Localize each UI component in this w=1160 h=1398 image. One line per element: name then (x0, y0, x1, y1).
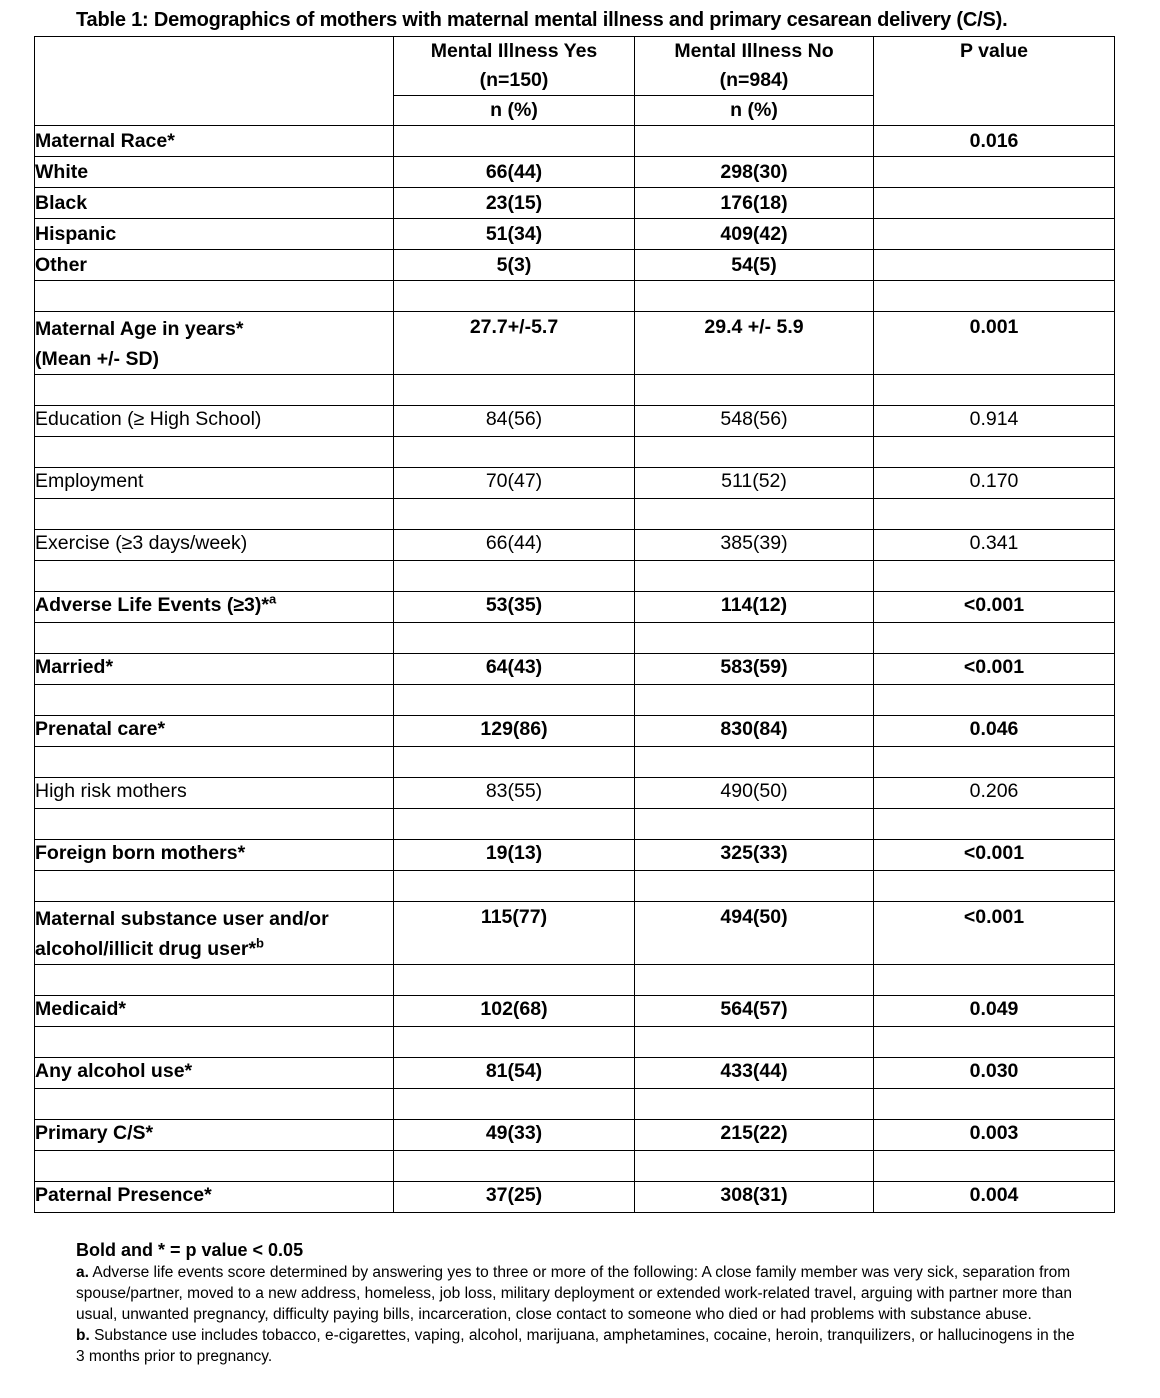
p-value: 0.206 (874, 778, 1115, 809)
table-row (35, 1058, 1115, 1089)
p-value: 0.030 (874, 1058, 1115, 1089)
footnote-marker: a (268, 591, 277, 607)
footnote-marker: b (256, 935, 264, 951)
p-value: <0.001 (874, 592, 1115, 623)
yes-value: 102(68) (394, 996, 635, 1027)
table-row (35, 312, 1115, 375)
header-no-unit: n (%) (635, 96, 874, 126)
table-row (35, 157, 1115, 188)
row-label: Education (≥ High School) (35, 406, 394, 437)
header-yes: Mental Illness Yes (n=150) (394, 37, 635, 96)
yes-value: 49(33) (394, 1120, 635, 1151)
header-no: Mental Illness No (n=984) (635, 37, 874, 96)
table-title: Table 1: Demographics of mothers with maternal mental illness and primary cesarean delivery (C/S). (76, 9, 1008, 31)
row-label: High risk mothers (35, 778, 394, 809)
row-label: Exercise (≥3 days/week) (35, 530, 394, 561)
no-value: 176(18) (635, 188, 874, 219)
no-value: 385(39) (635, 530, 874, 561)
row-label: Maternal substance user and/or alcohol/illicit drug user*$^b$ (35, 902, 394, 965)
no-value: 308(31) (635, 1182, 874, 1213)
yes-value: 53(35) (394, 592, 635, 623)
spacer-row (35, 375, 1115, 406)
p-value: <0.001 (874, 840, 1115, 871)
row-label: Maternal Age in years* (Mean +/- SD) (35, 312, 394, 375)
yes-value: 84(56) (394, 406, 635, 437)
p-value: 0.341 (874, 530, 1115, 561)
no-value: 29.4 +/- 5.9 (635, 312, 874, 375)
p-value: 0.004 (874, 1182, 1115, 1213)
yes-value: 66(44) (394, 157, 635, 188)
p-value: 0.170 (874, 468, 1115, 499)
table-row (35, 902, 1115, 965)
significance-note: Bold and * = p value < 0.05 (76, 1240, 304, 1260)
table-row (35, 219, 1115, 250)
yes-value: 115(77) (394, 902, 635, 965)
spacer-row (35, 1089, 1115, 1120)
row-label: Primary C/S* (35, 1120, 394, 1151)
yes-value: 23(15) (394, 188, 635, 219)
race-header-row (35, 126, 1115, 157)
table-row (35, 592, 1115, 623)
header-yes-unit: n (%) (394, 96, 635, 126)
row-label: Paternal Presence* (35, 1182, 394, 1213)
row-label: Any alcohol use* (35, 1058, 394, 1089)
table-row (35, 1182, 1115, 1213)
spacer-row (35, 499, 1115, 530)
spacer-row (35, 1027, 1115, 1058)
table-footnotes (76, 1238, 1076, 1367)
row-label: Employment (35, 468, 394, 499)
row-label: Adverse Life Events (≥3)*$^a$ (35, 592, 394, 623)
header-empty-cell (35, 37, 394, 126)
row-label: Hispanic (35, 219, 394, 250)
spacer-row (35, 871, 1115, 902)
yes-value: 70(47) (394, 468, 635, 499)
no-value: 490(50) (635, 778, 874, 809)
footnote-a: a. Adverse life events score determined by answering yes to three or more of the following: A close family member was very sick, separation from spouse/partner, moved to a new address, homeless, job loss, military deployment or extended work-related travel, arguing with partner more than usual, unwanted pregnancy, difficulty paying bills, incarceration, close contact to someone who died or had problems with substance abuse. (76, 1264, 1072, 1323)
no-value: 409(42) (635, 219, 874, 250)
yes-value: 83(55) (394, 778, 635, 809)
spacer-row (35, 965, 1115, 996)
table-row (35, 996, 1115, 1027)
table-row (35, 716, 1115, 747)
no-value: 494(50) (635, 902, 874, 965)
header-p: P value (874, 37, 1115, 126)
no-value: 298(30) (635, 157, 874, 188)
row-label: Prenatal care* (35, 716, 394, 747)
spacer-row (35, 623, 1115, 654)
p-value: <0.001 (874, 902, 1115, 965)
yes-value: 27.7+/-5.7 (394, 312, 635, 375)
spacer-row (35, 281, 1115, 312)
row-label: Married* (35, 654, 394, 685)
spacer-row (35, 561, 1115, 592)
table-row (35, 406, 1115, 437)
table-row (35, 778, 1115, 809)
yes-value: 37(25) (394, 1182, 635, 1213)
row-label: Maternal Race* (35, 126, 394, 157)
p-value: 0.049 (874, 996, 1115, 1027)
p-value: 0.914 (874, 406, 1115, 437)
p-value: <0.001 (874, 654, 1115, 685)
table-row (35, 250, 1115, 281)
spacer-row (35, 437, 1115, 468)
yes-value: 51(34) (394, 219, 635, 250)
table-row (35, 188, 1115, 219)
table-row (35, 654, 1115, 685)
yes-value: 66(44) (394, 530, 635, 561)
no-value: 114(12) (635, 592, 874, 623)
row-label: Medicaid* (35, 996, 394, 1027)
row-label: Other (35, 250, 394, 281)
no-value: 433(44) (635, 1058, 874, 1089)
p-value: 0.001 (874, 312, 1115, 375)
no-value: 564(57) (635, 996, 874, 1027)
header-row (35, 37, 1115, 96)
no-value: 548(56) (635, 406, 874, 437)
table-row (35, 1120, 1115, 1151)
yes-value: 81(54) (394, 1058, 635, 1089)
no-value: 215(22) (635, 1120, 874, 1151)
p-value: 0.003 (874, 1120, 1115, 1151)
demographics-table (34, 36, 1115, 1213)
spacer-row (35, 685, 1115, 716)
table-row (35, 468, 1115, 499)
no-value: 54(5) (635, 250, 874, 281)
yes-value: 129(86) (394, 716, 635, 747)
no-value: 325(33) (635, 840, 874, 871)
yes-value: 19(13) (394, 840, 635, 871)
spacer-row (35, 1151, 1115, 1182)
yes-value: 5(3) (394, 250, 635, 281)
row-label: Foreign born mothers* (35, 840, 394, 871)
no-value: 511(52) (635, 468, 874, 499)
no-value: 830(84) (635, 716, 874, 747)
row-label: Black (35, 188, 394, 219)
table-row (35, 840, 1115, 871)
spacer-row (35, 747, 1115, 778)
footnote-b: b. Substance use includes tobacco, e-cigarettes, vaping, alcohol, marijuana, amphetamines, cocaine, heroin, tranquilizers, or hallucinogens in the 3 months prior to pregnancy. (76, 1327, 1075, 1365)
no-value: 583(59) (635, 654, 874, 685)
p-value: 0.046 (874, 716, 1115, 747)
p-value: 0.016 (874, 126, 1115, 157)
table-row (35, 530, 1115, 561)
row-label: White (35, 157, 394, 188)
spacer-row (35, 809, 1115, 840)
yes-value: 64(43) (394, 654, 635, 685)
